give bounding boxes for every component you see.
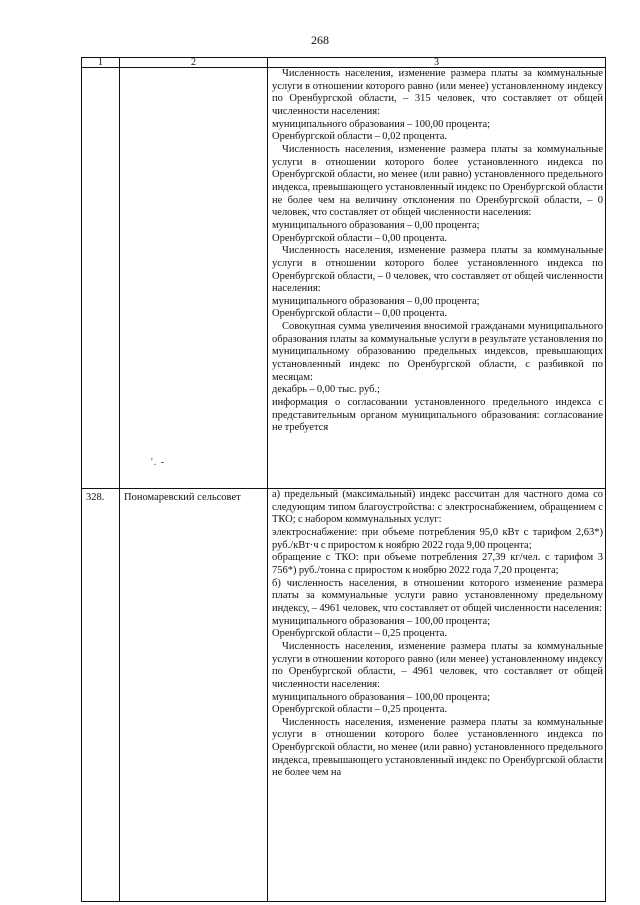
paragraph: муниципального образования – 0,00 процента; [272, 295, 480, 307]
row-number: 328. [82, 489, 120, 902]
paragraph: муниципального образования – 0,00 процента; [272, 219, 480, 231]
paragraph: информация о согласовании установленного предельного индекса с представительным органом муниципального образования: согласование не требуется [272, 397, 603, 434]
row-description [268, 68, 606, 489]
row-number [82, 68, 120, 489]
paragraph: б) численность населения, в отношении которого изменение размера платы за коммунальные услуги равно установленному предельному индексу, – 4961 человек, что составляет от общей численности населения: [272, 577, 603, 614]
paragraph: Оренбургской области – 0,25 процента. [272, 628, 448, 640]
paragraph: Численность населения, изменение размера платы за коммунальные услуги в отношении которого равно (или менее) установленному индексу по Оренбургской области, – 4961 человек, что составляет от общей численности населения: [272, 640, 603, 690]
paragraph: а) предельный (максимальный) индекс рассчитан для частного дома со следующим типом благоустройства: с электроснабжением, обращением с ТКО; с набором коммунальных услуг: [272, 489, 603, 526]
table-row [82, 68, 606, 489]
paragraph: декабрь – 0,00 тыс. руб.; [272, 384, 380, 396]
paragraph: муниципального образования – 100,00 процента; [272, 691, 491, 703]
paragraph: Оренбургской области – 0,02 процента. [272, 131, 448, 143]
paragraph: муниципального образования – 100,00 процента; [272, 615, 491, 627]
paragraph: Совокупная сумма увеличения вносимой гражданами муниципального образования платы за коммунальные услуги в результате установления по муниципальному образованию предельных индексов, превышающих установленный индекс по Оренбургской области, с разбивкой по месяцам: [272, 321, 603, 383]
paragraph: электроснабжение: при объеме потребления 95,0 кВт с тарифом 2,63*) руб./кВт·ч с приростом к ноябрю 2022 года 9,00 процента; [272, 526, 603, 551]
table-header-row [82, 58, 606, 68]
paragraph: Численность населения, изменение размера платы за коммунальные услуги в отношении которого более установленного индекса по Оренбургской области, но менее (или равно) установленного предельного индекса, превышающего установленный индекс по Оренбургской области не более чем на величину отклонения по Оренбургской области, – 0 человек, что составляет от общей численности населения: [272, 143, 603, 219]
column-header: 3 [268, 58, 606, 68]
paragraph: обращение с ТКО: при объеме потребления 27,39 кг/чел. с тарифом 3 756*) руб./тонна с приростом к ноябрю 2022 года 7,20 процента; [272, 552, 603, 576]
column-header: 1 [82, 58, 120, 68]
document-table [81, 57, 606, 902]
paragraph: Численность населения, изменение размера платы за коммунальные услуги в отношении которого более установленного индекса по Оренбургской области, – 0 человек, что составляет от общей численности населения: [272, 245, 603, 295]
page-number: 268 [311, 33, 329, 47]
table-row [82, 489, 606, 902]
paragraph: Численность населения, изменение размера платы за коммунальные услуги в отношении которого более установленного индекса по Оренбургской области, но менее (или равно) установленного предельного индекса, превышающего установленный индекс по Оренбургской области не более чем на [272, 716, 603, 779]
paragraph: Оренбургской области – 0,00 процента. [272, 308, 448, 320]
paragraph: Оренбургской области – 0,25 процента. [272, 704, 448, 716]
municipality-name: Пономаревский сельсовет [120, 489, 268, 902]
paragraph: Численность населения, изменение размера платы за коммунальные услуги в отношении которого равно (или менее) установленному индексу по Оренбургской области, – 315 человек, что составляет от общей численности населения: [272, 68, 603, 117]
row-description [268, 489, 606, 902]
column-header: 2 [120, 58, 268, 68]
scan-mark: '. - [151, 457, 166, 468]
paragraph: муниципального образования – 100,00 процента; [272, 118, 491, 130]
paragraph: Оренбургской области – 0,00 процента. [272, 232, 448, 244]
municipality-name [120, 68, 268, 489]
